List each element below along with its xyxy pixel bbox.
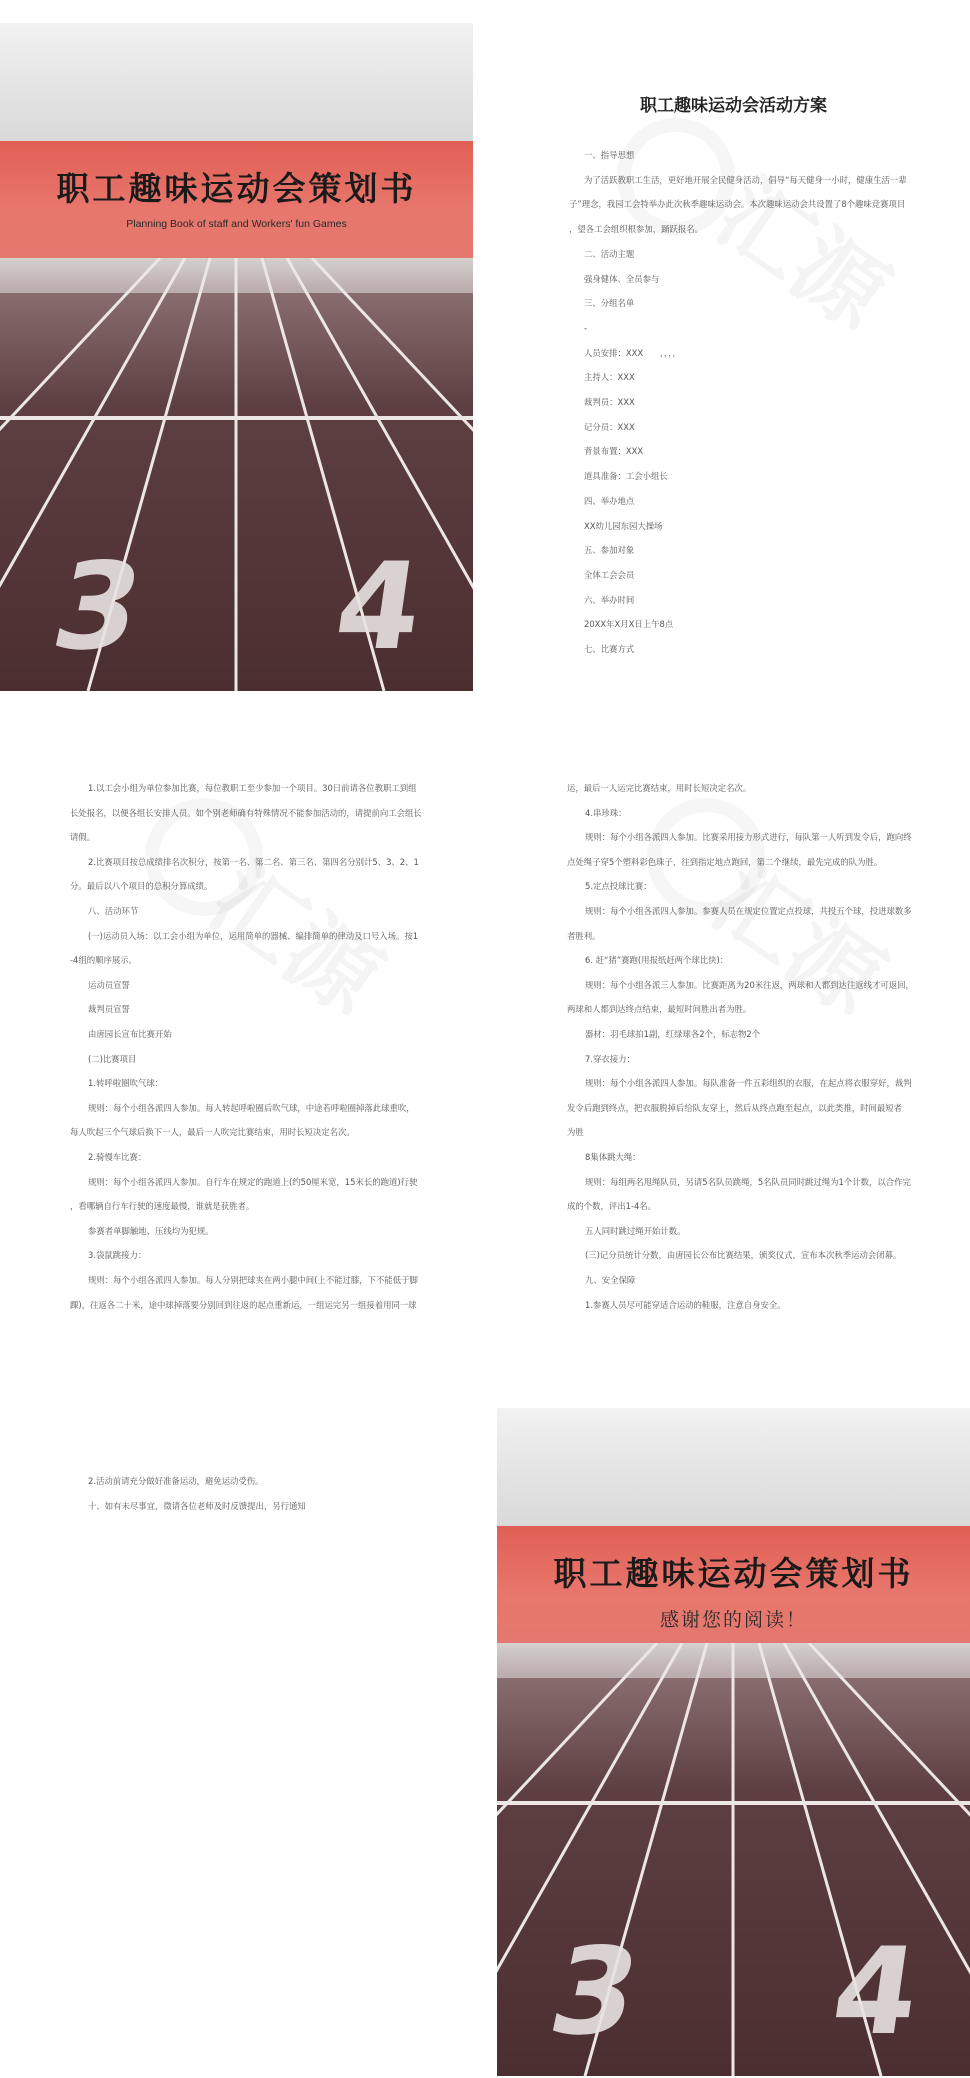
text-line: XX幼儿园东园大操场 <box>584 520 663 531</box>
text-line: -4组的顺序展示。 <box>70 955 137 966</box>
title-band <box>497 1526 970 1643</box>
text-line: 十、如有未尽事宜，徵请各位老师及时反馈提出，另行通知 <box>88 1500 306 1511</box>
text-line: 主持人：XXX <box>584 372 635 383</box>
text-line: 背景布置：XXX <box>584 446 644 457</box>
sky-gradient <box>0 23 473 141</box>
document-page-4 <box>0 1408 473 2076</box>
back-cover-title: 职工趣味运动会策划书 <box>553 1554 914 1593</box>
text-line: 长处报名，以便各组长安排人员。如个别老师确有特殊情况不能参加活动的，请提前向工会组长 <box>70 807 422 818</box>
text-line: 1.参赛人员尽可能穿适合运动的鞋服，注意自身安全。 <box>585 1299 786 1310</box>
text-line: 3.袋鼠跳接力： <box>88 1250 147 1261</box>
text-line: 8集体跳大绳： <box>585 1152 641 1162</box>
text-line: 2.骑慢车比赛： <box>88 1152 147 1162</box>
text-line: 2.比赛项目按总成绩排名次积分，按第一名、第二名、第三名、第四名分别计5、3、2、1 <box>88 856 419 867</box>
text-line: (三)记分员统计分数，由唐园长公布比赛结果，颁奖仪式，宣布本次秋季运动会闭幕。 <box>585 1250 902 1261</box>
cover-subtitle: Planning Book of staff and Workers' fun Games <box>126 218 347 230</box>
text-line: 规则：每个小组各派四人参加。每人分别把球夹在两小腿中间(上不能过膝，下不能低于脚 <box>88 1275 418 1285</box>
text-line: ，望各工会组织根参加，踊跃报名。 <box>569 224 703 235</box>
text-line: 点处绳子穿5个塑料彩色珠子，往到指定地点跑回，第二个继续，最先完成的队为胜。 <box>567 856 883 867</box>
text-line: 6. 赶“猪”赛跑(用报纸赶两个球比快)： <box>585 955 729 966</box>
text-line: 4.串珍珠： <box>585 807 627 818</box>
text-line: 两球和人都到达终点结束，最短时间胜出者为胜。 <box>567 1004 752 1015</box>
cover-page <box>0 23 473 691</box>
text-line: 5.定点投球比赛： <box>585 881 652 892</box>
document-page-3 <box>497 718 970 1386</box>
text-line: 子”理念，我园工会特举办此次秋季趣味运动会。本次趣味运动会共设置了8个趣味竞赛项目 <box>569 199 906 210</box>
text-line: 四、举办地点 <box>584 495 635 506</box>
text-line: 规则：每个小组各派三人参加。比赛距离为20米往返，两球和人都到达往返线才可返回， <box>585 979 914 990</box>
text-line: 发令后跑到终点，把衣服脱掉后给队友穿上，然后从终点跑至起点，以此类推，时间最短者 <box>567 1102 902 1113</box>
thanks-text: 感谢您的阅读！ <box>659 1609 807 1631</box>
text-line: 规则：每个小组各派四人参加。每队准备一件五彩组织的衣服，在起点将衣服穿好，裁判 <box>585 1078 912 1089</box>
page1-title: 职工趣味运动会活动方案 <box>640 96 827 116</box>
text-line: 七、比赛方式 <box>584 644 635 654</box>
text-line: 者胜利。 <box>567 930 601 941</box>
document-page-2 <box>0 718 473 1386</box>
text-line: 2.活动前请充分做好准备运动，避免运动受伤。 <box>88 1476 264 1486</box>
lane-number-4: 4 <box>824 1922 928 2062</box>
text-line: - <box>584 322 588 333</box>
lane-number-4: 4 <box>327 537 431 677</box>
text-line: 为了活跃教职工生活，更好地开展全民健身活动，倡导“每天健身一小时，健康生活一辈 <box>584 174 907 185</box>
text-line: 规则：每个小组各派四人参加。参赛人员在规定位置定点投球，共投五个球，投进球数多 <box>585 906 912 916</box>
text-line: 规则：每组两名甩绳队员，另请5名队员跳绳，5名队员同时跳过绳为1个计数，以合作完 <box>585 1176 911 1187</box>
title-band <box>0 141 473 258</box>
back-cover-page <box>497 1408 970 2076</box>
lane-number-3: 3 <box>41 536 155 677</box>
text-line: 请假。 <box>70 832 96 843</box>
text-line: 八、活动环节 <box>88 906 139 916</box>
text-line: 人员安排：XXX ，，，， <box>584 347 681 358</box>
text-line: 成的个数，评出1-4名。 <box>567 1201 657 1212</box>
text-line: 六、举办时间 <box>584 594 635 605</box>
text-line: 裁判员宣誓 <box>88 1004 130 1015</box>
text-line: 裁判员：XXX <box>584 397 635 407</box>
text-line: 一、指导思想 <box>584 150 635 160</box>
text-line: 运动员宣誓 <box>88 979 130 990</box>
lane-number-3: 3 <box>538 1921 652 2062</box>
text-line: ，看哪辆自行车行驶的速度最慢，谁就是获胜者。 <box>70 1201 255 1212</box>
text-line: 规则：每个小组各派四人参加。每人转起呼啦圈后吹气球，中途若呼啦圈掉落此球重吹， <box>88 1102 415 1113</box>
text-line: 规则：每个小组各派四人参加。比赛采用接力形式进行，每队第一人听到发令后，跑向终 <box>585 832 912 843</box>
text-line: 器材：羽毛球拍1副，红绿球各2个，标志物2个 <box>585 1029 761 1039</box>
text-line: 九、安全保障 <box>585 1275 636 1285</box>
sky-gradient <box>497 1408 970 1526</box>
text-line: 运，最后一人运完比赛结束，用时长短决定名次。 <box>567 783 752 793</box>
text-line: 7.穿衣接力： <box>585 1053 635 1064</box>
text-line: 由唐园长宣布比赛开始 <box>88 1029 172 1039</box>
text-line: 道具准备：工会小组长 <box>584 471 668 482</box>
text-line: 20XX年X月X日上午8点 <box>584 619 674 630</box>
text-line: 三、分组名单 <box>584 298 635 309</box>
text-line: 强身健体、全员参与 <box>584 273 660 284</box>
text-line: 五、参加对象 <box>584 545 635 556</box>
cover-title: 职工趣味运动会策划书 <box>56 169 417 208</box>
text-line: 每人吹起三个气球后换下一人，最后一人吹完比赛结束，用时长短决定名次。 <box>70 1127 355 1138</box>
text-line: (二)比赛项目 <box>88 1053 137 1064</box>
text-line: 规则：每个小组各派四人参加。自行车在规定的跑道上(约50厘米宽，15米长的跑道)行驶 <box>88 1176 418 1187</box>
text-line: 参赛者单脚触地、压线均为犯规。 <box>88 1225 214 1236</box>
text-line: 记分员：XXX <box>584 421 635 432</box>
text-line: 踝)，往返各二十米，途中球掉落要分别回到往返的起点重新运，一组运完另一组接着用同一球 <box>70 1299 417 1310</box>
document-page-1 <box>497 23 970 691</box>
text-line: 二、活动主题 <box>584 248 635 259</box>
text-line: 全体工会会员 <box>584 569 635 580</box>
text-line: 1.以工会小组为单位参加比赛，每位教职工至少参加一个项目。30日前请各位教职工到组 <box>88 783 417 793</box>
text-line: 分。最后以八个项目的总积分算成绩。 <box>70 881 213 892</box>
text-line: (一)运动员入场：以工会小组为单位，运用简单的器械、编排简单的律动及口号入场。按1 <box>88 930 419 941</box>
text-line: 为胜 <box>567 1127 584 1138</box>
text-line: 1.转呼啦圈吹气球： <box>88 1078 163 1089</box>
text-line: 五人同时跳过绳开始计数。 <box>585 1225 686 1236</box>
